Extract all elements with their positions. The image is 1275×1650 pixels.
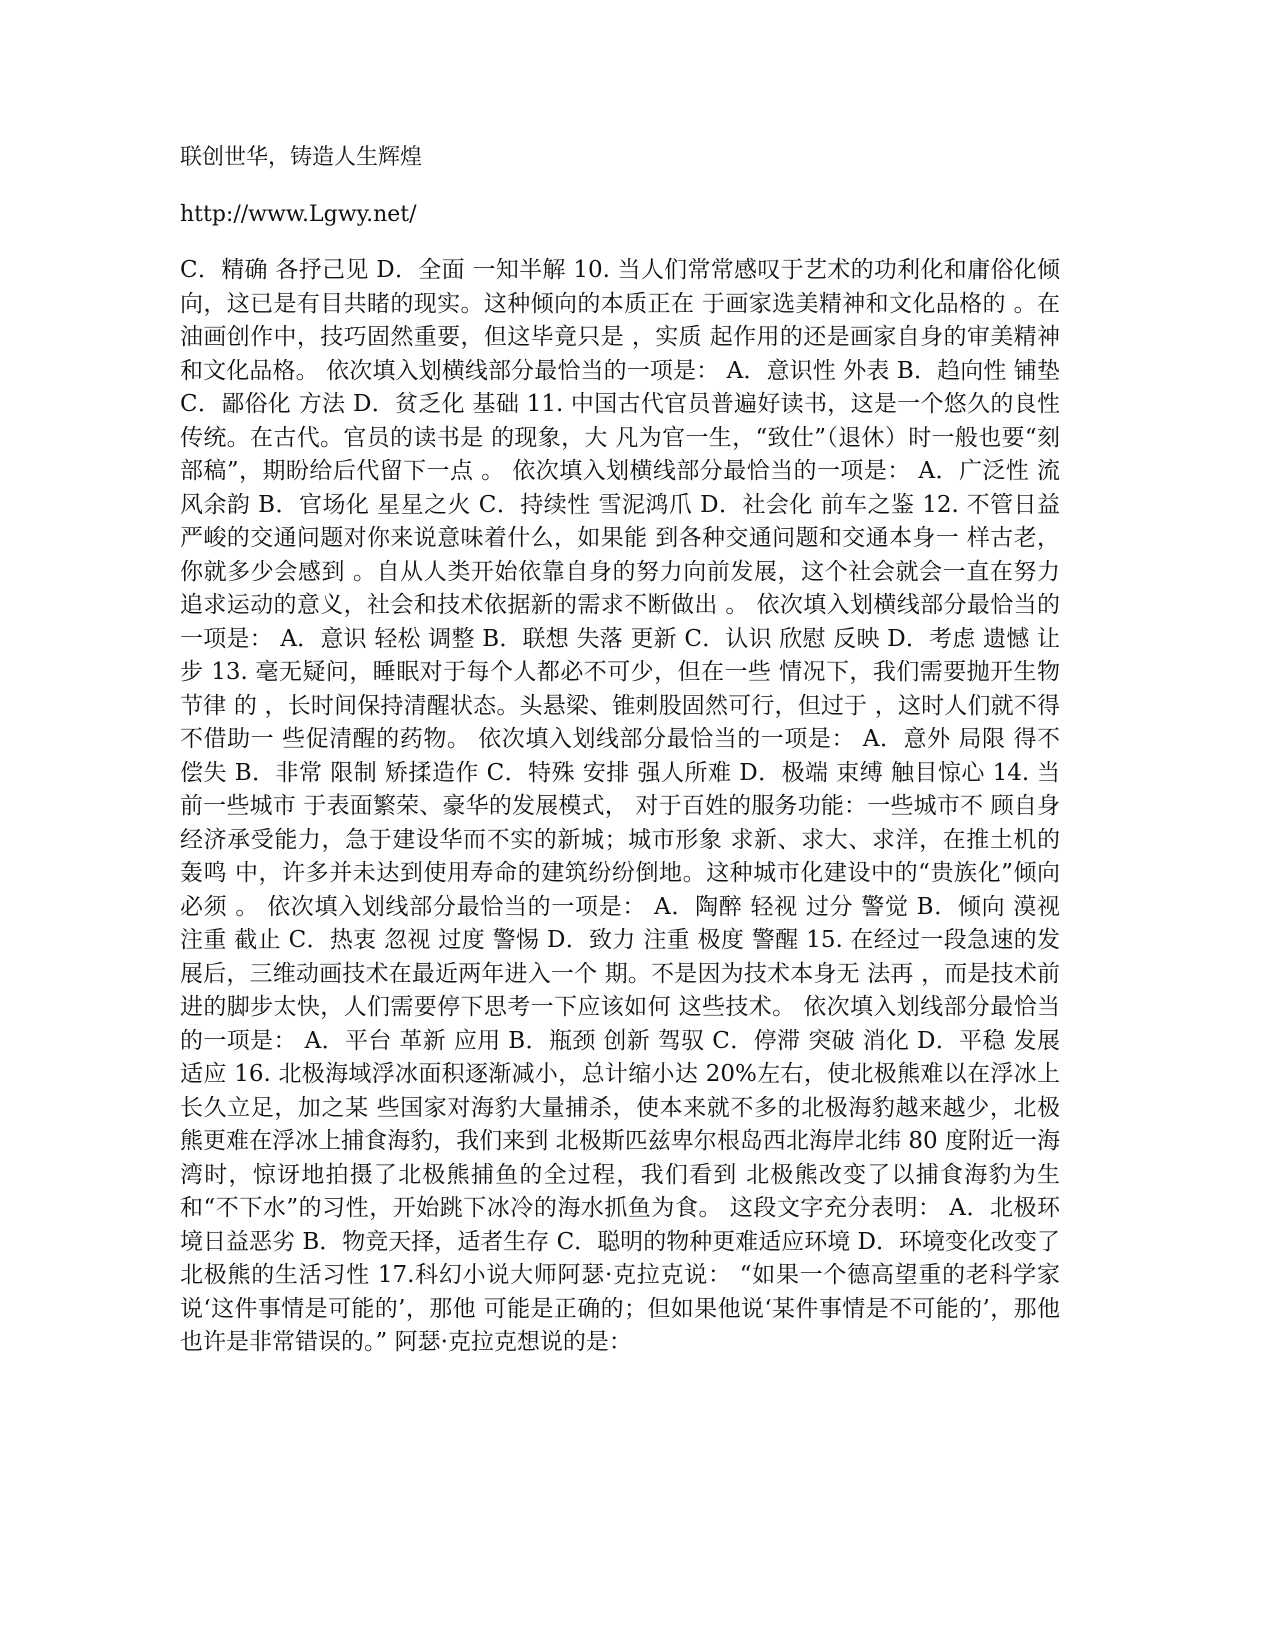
header-slogan: 联创世华，铸造人生辉煌 [180, 145, 423, 170]
body-paragraph: C．精确 各抒己见 D．全面 一知半解 10. 当人们常常感叹于艺术的功利化和庸俗化倾向，这已是有目共睹的现实。这种倾向的本质正在 于画家选美精神和文化品格的 。在油画创作中，技巧固然重要，但这毕竟只是 ，实质 起作用的还是画家自身的审美精神和文化品格。 依次填入划横线部分最恰当的一项是： A．意识性 外表 B．趋向性 铺垫 C．鄙俗化 方法 D．贫乏化 基础 11. 中国古代官员普遍好读书，这是一个悠久的良性传统。在古代。官员的读书是 的现象，大 凡为官一生，“致仕”（退休）时一般也要“刻部稿”，期盼给后代留下一点 。 依次填入划横线部分最恰当的一项是： A．广泛性 流风余韵 B．官场化 星星之火 C．持续性 雪泥鸿爪 D．社会化 前车之鉴 12. 不管日益严峻的交通问题对你来说意味着什么，如果能 到各种交通问题和交通本身一 样古老，你就多少会感到 。自从人类开始依靠自身的努力向前发展，这个社会就会一直在努力 追求运动的意义，社会和技术依据新的需求不断做出 。 依次填入划横线部分最恰当的一项是： A．意识 轻松 调整 B．联想 失落 更新 C．认识 欣慰 反映 D．考虑 遗憾 让步 13. 毫无疑问，睡眠对于每个人都必不可少，但在一些 情况下，我们需要抛开生物节律 的 ，长时间保持清醒状态。头悬梁、锥刺股固然可行，但过于 ，这时人们就不得不借助一 些促清醒的药物。 依次填入划线部分最恰当的一项是： A．意外 局限 得不偿失 B．非常 限制 矫揉造作 C．特殊 安排 强人所难 D．极端 束缚 触目惊心 14. 当前一些城市 于表面繁荣、豪华的发展模式， 对于百姓的服务功能：一些城市不 顾自身经济承受能力，急于建设华而不实的新城；城市形象 求新、求大、求洋，在推土机的轰鸣 中，许多并未达到使用寿命的建筑纷纷倒地。这种城市化建设中的“贵族化”倾向必须 。 依次填入划线部分最恰当的一项是： A．陶醉 轻视 过分 警觉 B．倾向 漠视 注重 截止 C．热衷 忽视 过度 警惕 D．致力 注重 极度 警醒 15. 在经过一段急速的发展后，三维动画技术在最近两年进入一个 期。不是因为技术本身无 法再 ，而是技术前进的脚步太快，人们需要停下思考一下应该如何 这些技术。 依次填入划线部分最恰当的一项是： A．平台 革新 应用 B．瓶颈 创新 驾驭 C．停滞 突破 消化 D．平稳 发展 适应 16. 北极海域浮冰面积逐渐减小，总计缩小达 20%左右，使北极熊难以在浮冰上长久立足，加之某 些国家对海豹大量捕杀，使本来就不多的北极海豹越来越少，北极熊更难在浮冰上捕食海豹，我们来到 北极斯匹兹卑尔根岛西北海岸北纬 80 度附近一海湾时，惊讶地拍摄了北极熊捕鱼的全过程，我们看到 北极熊改变了以捕食海豹为生和“不下水”的习性，开始跳下冰冷的海水抓鱼为食。 这段文字充分表明： A．北极环境日益恶劣 B．物竞天择，适者生存 C．聪明的物种更难适应环境 D．环境变化改变了北极熊的生活习性 17.科幻小说大师阿瑟·克拉克说： “如果一个德高望重的老科学家说‘这件事情是可能的’，那他 可能是正确的；但如果他说‘某件事情是不可能的’，那他也许是非常错误的。” 阿瑟·克拉克想说的是： [180, 257, 1060, 1355]
header-url: http://www.Lgwy.net/ [180, 202, 417, 227]
